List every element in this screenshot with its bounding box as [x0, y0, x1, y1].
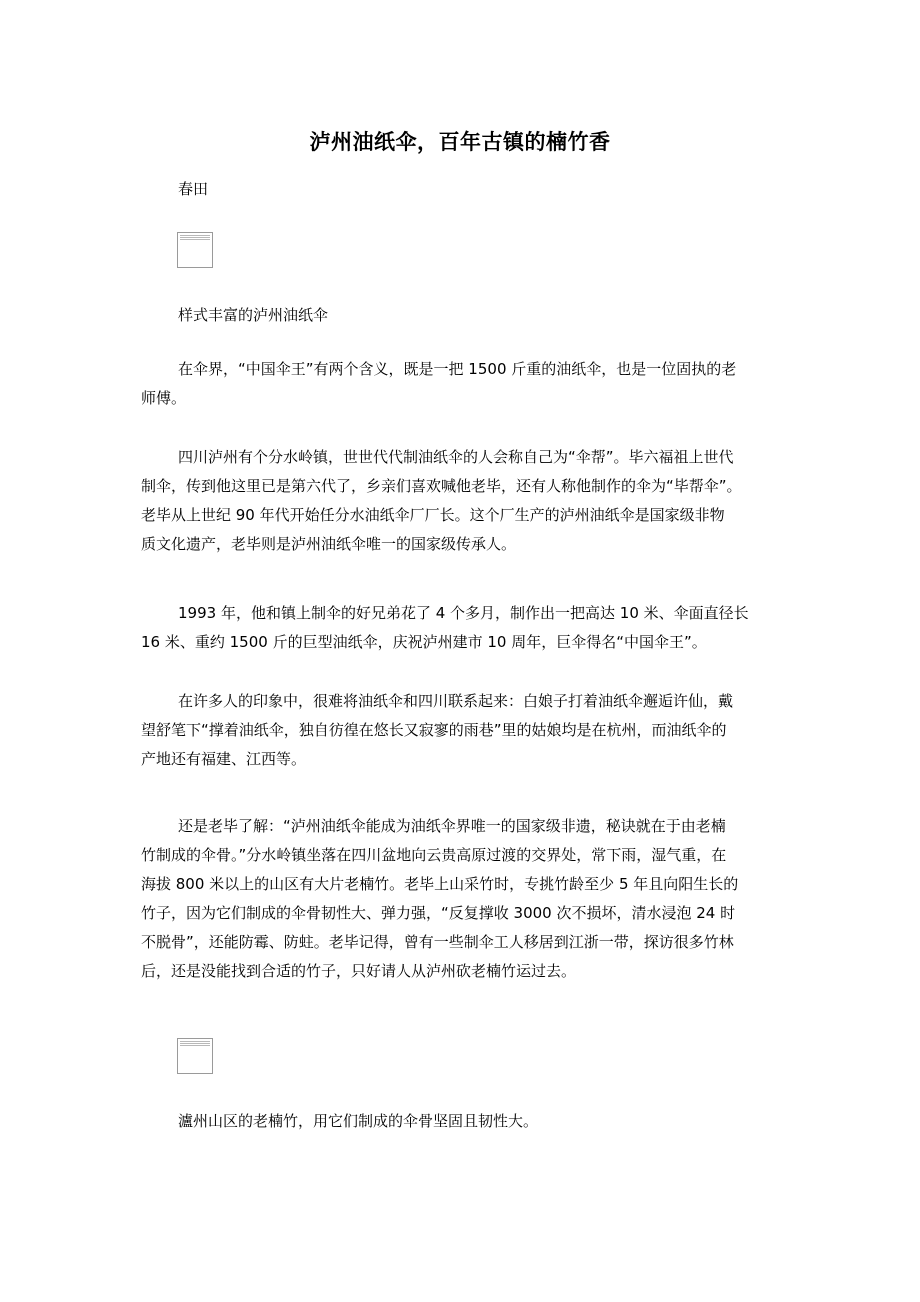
paragraph-line: 还是老毕了解：“泸州油纸伞能成为油纸伞界唯一的国家级非遗，秘诀就在于由老楠 [178, 817, 726, 835]
paragraph-line: 不脱骨”，还能防霉、防蛀。老毕记得，曾有一些制伞工人移居到江浙一带，探访很多竹林 [141, 933, 734, 951]
paragraph-line: 质文化遗产，老毕则是泸州油纸伞唯一的国家级传承人。 [141, 535, 517, 553]
paragraph-line: 四川泸州有个分水岭镇，世世代代制油纸伞的人会称自己为“伞帮”。毕六福祖上世代 [178, 448, 734, 466]
paragraph-line: 1993 年，他和镇上制伞的好兄弟花了 4 个多月，制作出一把高达 10 米、伞面直径长 [178, 604, 749, 622]
paragraph-3 [141, 599, 787, 657]
paragraph-5 [141, 812, 787, 986]
paragraph-line: 在伞界，“中国伞王”有两个含义，既是一把 1500 斤重的油纸伞，也是一位固执的老 [178, 360, 737, 378]
paragraph-line: 竹制成的伞骨。”分水岭镇坐落在四川盆地向云贵高原过渡的交界处，常下雨，湿气重，在 [141, 846, 727, 864]
paragraph-line: 在许多人的印象中，很难将油纸伞和四川联系起来：白娘子打着油纸伞邂逅许仙，戴 [178, 692, 734, 710]
paragraph-2 [141, 443, 787, 559]
paragraph-line: 望舒笔下“撑着油纸伞，独自彷徨在悠长又寂寥的雨巷”里的姑娘均是在杭州，而油纸伞的 [141, 721, 727, 739]
article-author: 春田 [178, 180, 209, 198]
image-caption-1: 样式丰富的泸州油纸伞 [178, 306, 329, 324]
paragraph-line: 制伞，传到他这里已是第六代了，乡亲们喜欢喊他老毕，还有人称他制作的伞为“毕帮伞”。 [141, 477, 742, 495]
paragraph-line: 竹子，因为它们制成的伞骨韧性大、弹力强，“反复撑收 3000 次不损坏，清水浸泡 24 时 [141, 904, 736, 922]
image-caption-2: 瀘州山区的老楠竹，用它们制成的伞骨坚固且韧性大。 [178, 1112, 539, 1130]
paragraph-line: 师傅。 [141, 389, 187, 407]
paragraph-line: 后，还是没能找到合适的竹子，只好请人从泸州砍老楠竹运过去。 [141, 962, 577, 980]
paragraph-line: 海拔 800 米以上的山区有大片老楠竹。老毕上山采竹时，专挑竹龄至少 5 年且向阳生长的 [141, 875, 739, 893]
paragraph-line: 产地还有福建、江西等。 [141, 750, 307, 768]
broken-image-icon [177, 232, 213, 268]
paragraph-4 [141, 687, 787, 774]
broken-image-icon [177, 1038, 213, 1074]
paragraph-1 [141, 355, 787, 413]
article-title: 泸州油纸伞，百年古镇的楠竹香 [309, 130, 611, 154]
paragraph-line: 老毕从上世纪 90 年代开始任分水油纸伞厂厂长。这个厂生产的泸州油纸伞是国家级非物 [141, 506, 725, 524]
paragraph-line: 16 米、重约 1500 斤的巨型油纸伞，庆祝泸州建市 10 周年，巨伞得名“中国伞王”。 [141, 633, 707, 651]
